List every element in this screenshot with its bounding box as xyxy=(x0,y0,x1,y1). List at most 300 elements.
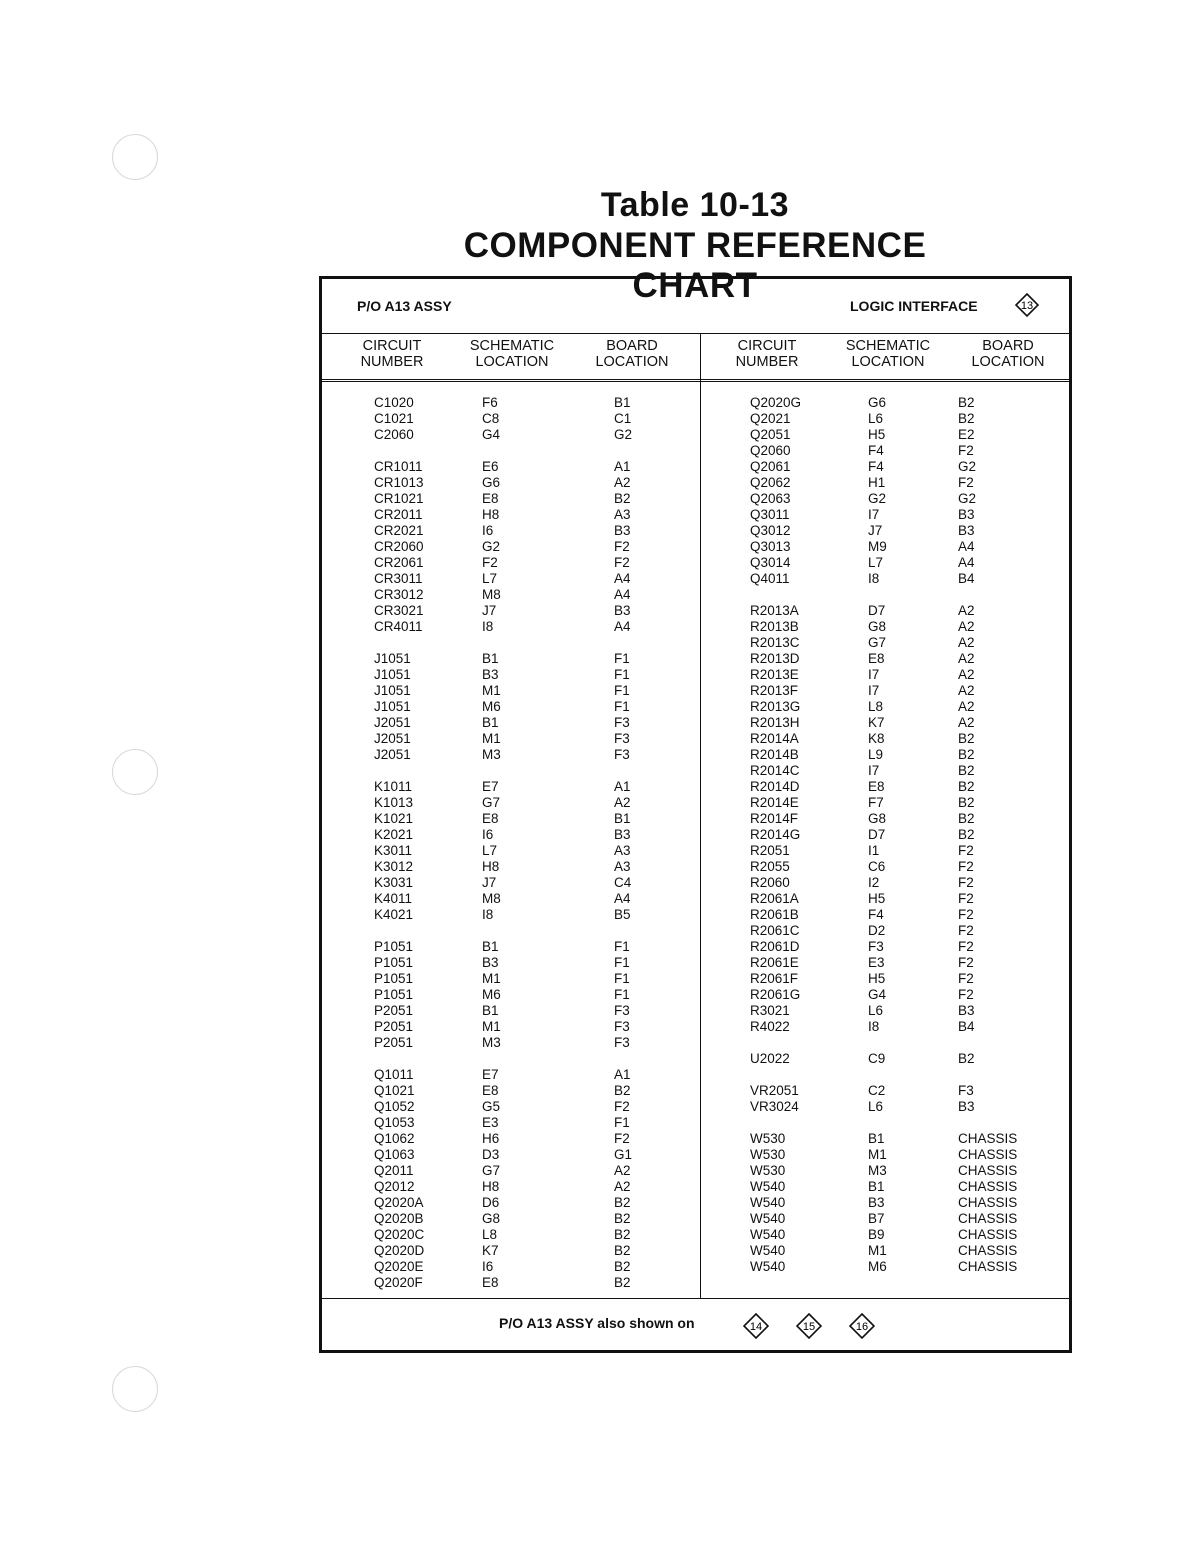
circuit-number: Q2063 xyxy=(750,491,791,506)
svg-text:16: 16 xyxy=(855,1321,869,1333)
schematic-location: E8 xyxy=(482,491,499,506)
board-location: B3 xyxy=(614,603,631,618)
table-row xyxy=(322,1163,1069,1179)
table-row xyxy=(322,1051,1069,1067)
schematic-location: M3 xyxy=(868,1163,887,1178)
board-location: A2 xyxy=(614,475,631,490)
schematic-location: E8 xyxy=(482,1275,499,1290)
schematic-location: M3 xyxy=(482,1035,501,1050)
board-location: F3 xyxy=(614,1035,630,1050)
board-location: B3 xyxy=(614,523,631,538)
circuit-number: P2051 xyxy=(374,1035,414,1050)
circuit-number: J1051 xyxy=(374,699,411,714)
circuit-number: P2051 xyxy=(374,1003,414,1018)
circuit-number: CR2060 xyxy=(374,539,424,554)
board-location: CHASSIS xyxy=(958,1163,1018,1178)
table-row xyxy=(322,1227,1069,1243)
schematic-location: M1 xyxy=(482,683,501,698)
schematic-location: I7 xyxy=(868,683,880,698)
circuit-number: W530 xyxy=(750,1131,786,1146)
circuit-number: CR4011 xyxy=(374,619,423,634)
table-row xyxy=(322,795,1069,811)
circuit-number: Q2020F xyxy=(374,1275,423,1290)
schematic-location: G6 xyxy=(868,395,887,410)
table-row xyxy=(322,587,1069,603)
board-location: B2 xyxy=(958,795,975,810)
circuit-number: W540 xyxy=(750,1211,786,1226)
schematic-location: D7 xyxy=(868,603,886,618)
circuit-number: Q2020D xyxy=(374,1243,425,1258)
board-location: C1 xyxy=(614,411,632,426)
table-row xyxy=(322,1259,1069,1275)
schematic-location: D3 xyxy=(482,1147,500,1162)
page-title: COMPONENT REFERENCE CHART xyxy=(463,226,927,305)
board-location: B2 xyxy=(614,1227,631,1242)
circuit-number: R2061B xyxy=(750,907,799,922)
circuit-number: Q2062 xyxy=(750,475,791,490)
board-location: B4 xyxy=(958,1019,975,1034)
board-location: C4 xyxy=(614,875,632,890)
board-location: F2 xyxy=(614,1099,630,1114)
schematic-location: I1 xyxy=(868,843,880,858)
board-location: G1 xyxy=(614,1147,633,1162)
table-row xyxy=(322,1179,1069,1195)
board-location: F1 xyxy=(614,1115,630,1130)
table-row xyxy=(322,411,1069,427)
schematic-location: F4 xyxy=(868,443,884,458)
binder-hole-top xyxy=(112,134,158,180)
table-row xyxy=(322,971,1069,987)
schematic-location: G7 xyxy=(482,795,501,810)
table-row xyxy=(322,811,1069,827)
circuit-number: Q2020G xyxy=(750,395,802,410)
circuit-number: C1020 xyxy=(374,395,414,410)
board-location: F2 xyxy=(614,1131,630,1146)
circuit-number: Q3014 xyxy=(750,555,791,570)
board-location: CHASSIS xyxy=(958,1195,1018,1210)
schematic-location: F4 xyxy=(868,907,884,922)
board-location: A2 xyxy=(614,1163,631,1178)
table-row xyxy=(322,683,1069,699)
section-label: LOGIC INTERFACE xyxy=(850,298,978,314)
schematic-location: K8 xyxy=(868,731,885,746)
schematic-location: F3 xyxy=(868,939,884,954)
circuit-number: Q1011 xyxy=(374,1067,414,1082)
board-location: CHASSIS xyxy=(958,1147,1018,1162)
board-location: CHASSIS xyxy=(958,1211,1018,1226)
circuit-number: CR1021 xyxy=(374,491,424,506)
schematic-location: E8 xyxy=(868,651,885,666)
board-location: B2 xyxy=(614,1195,631,1210)
circuit-number: R2060 xyxy=(750,875,790,890)
schematic-location: E3 xyxy=(482,1115,499,1130)
table-row xyxy=(322,427,1069,443)
board-location: B2 xyxy=(958,811,975,826)
section-diamond-icon xyxy=(1015,293,1039,317)
circuit-number: P1051 xyxy=(374,987,414,1002)
table-row xyxy=(322,1195,1069,1211)
circuit-number: R2014A xyxy=(750,731,799,746)
circuit-number: K1013 xyxy=(374,795,414,810)
circuit-number: R2013E xyxy=(750,667,799,682)
schematic-location: I7 xyxy=(868,507,880,522)
board-location: B3 xyxy=(958,1099,975,1114)
circuit-number: W540 xyxy=(750,1259,786,1274)
schematic-location: I8 xyxy=(868,571,880,586)
schematic-location: L7 xyxy=(482,571,498,586)
board-location: F1 xyxy=(614,683,630,698)
schematic-location: L6 xyxy=(868,1099,884,1114)
schematic-location: C8 xyxy=(482,411,500,426)
board-location: F2 xyxy=(958,859,974,874)
schematic-location: G4 xyxy=(868,987,887,1002)
schematic-location: H5 xyxy=(868,427,886,442)
schematic-location: B3 xyxy=(868,1195,885,1210)
circuit-number: W540 xyxy=(750,1227,786,1242)
table-row xyxy=(322,603,1069,619)
schematic-location: B3 xyxy=(482,955,499,970)
board-location: B2 xyxy=(614,491,631,506)
table-row xyxy=(322,635,1069,651)
board-location: B4 xyxy=(958,571,975,586)
ref-diamond-icon xyxy=(849,1313,873,1337)
schematic-location: G8 xyxy=(482,1211,501,1226)
header-right-circuit: CIRCUIT NUMBER xyxy=(735,338,799,370)
board-location: A1 xyxy=(614,1067,631,1082)
circuit-number: R2051 xyxy=(750,843,790,858)
table-row xyxy=(322,699,1069,715)
board-location: F2 xyxy=(958,875,974,890)
circuit-number: CR3012 xyxy=(374,587,424,602)
circuit-number: R2061G xyxy=(750,987,801,1002)
table-row xyxy=(322,763,1069,779)
circuit-number: W530 xyxy=(750,1163,786,1178)
circuit-number: R2055 xyxy=(750,859,790,874)
circuit-number: J1051 xyxy=(374,683,411,698)
board-location: B3 xyxy=(614,827,631,842)
table-number: Table 10-13 xyxy=(600,186,790,224)
board-location: B2 xyxy=(614,1259,631,1274)
schematic-location: H8 xyxy=(482,1179,500,1194)
board-location: B3 xyxy=(958,1003,975,1018)
board-location: A2 xyxy=(958,699,975,714)
circuit-number: J2051 xyxy=(374,715,411,730)
schematic-location: M3 xyxy=(482,747,501,762)
schematic-location: I7 xyxy=(868,763,880,778)
schematic-location: G4 xyxy=(482,427,501,442)
schematic-location: G8 xyxy=(868,811,887,826)
circuit-number: Q2061 xyxy=(750,459,791,474)
schematic-location: C9 xyxy=(868,1051,886,1066)
circuit-number: CR1011 xyxy=(374,459,423,474)
table-row xyxy=(322,987,1069,1003)
circuit-number: Q2060 xyxy=(750,443,791,458)
schematic-location: I7 xyxy=(868,667,880,682)
circuit-number: VR2051 xyxy=(750,1083,799,1098)
schematic-location: G8 xyxy=(868,619,887,634)
board-location: F1 xyxy=(614,971,630,986)
circuit-number: CR2061 xyxy=(374,555,424,570)
schematic-location: J7 xyxy=(482,875,497,890)
circuit-number: R2061F xyxy=(750,971,799,986)
circuit-number: R2013F xyxy=(750,683,799,698)
schematic-location: F4 xyxy=(868,459,884,474)
schematic-location: M6 xyxy=(868,1259,887,1274)
board-location: F1 xyxy=(614,987,630,1002)
board-location: A3 xyxy=(614,507,631,522)
schematic-location: J7 xyxy=(868,523,883,538)
table-row xyxy=(322,843,1069,859)
circuit-number: K3011 xyxy=(374,843,413,858)
circuit-number: Q3012 xyxy=(750,523,791,538)
schematic-location: H5 xyxy=(868,891,886,906)
board-location: F2 xyxy=(958,907,974,922)
table-row xyxy=(322,955,1069,971)
circuit-number: R2013B xyxy=(750,619,799,634)
table-row xyxy=(322,715,1069,731)
schematic-location: M8 xyxy=(482,891,501,906)
board-location: A2 xyxy=(958,619,975,634)
board-location: A2 xyxy=(958,715,975,730)
schematic-location: I2 xyxy=(868,875,880,890)
schematic-location: B7 xyxy=(868,1211,885,1226)
schematic-location: G2 xyxy=(482,539,501,554)
circuit-number: P2051 xyxy=(374,1019,414,1034)
schematic-location: E8 xyxy=(868,779,885,794)
circuit-number: K2021 xyxy=(374,827,414,842)
board-location: A1 xyxy=(614,459,631,474)
reference-chart xyxy=(319,276,1072,1353)
board-location: A4 xyxy=(614,571,631,586)
table-row xyxy=(322,1243,1069,1259)
board-location: A2 xyxy=(958,603,975,618)
schematic-location: G2 xyxy=(868,491,887,506)
table-row xyxy=(322,907,1069,923)
svg-text:15: 15 xyxy=(802,1321,816,1333)
board-location: A2 xyxy=(958,635,975,650)
table-row xyxy=(322,1019,1069,1035)
table-row xyxy=(322,923,1069,939)
schematic-location: L8 xyxy=(868,699,884,714)
schematic-location: G7 xyxy=(868,635,887,650)
table-row xyxy=(322,475,1069,491)
schematic-location: L6 xyxy=(868,1003,884,1018)
circuit-number: Q1052 xyxy=(374,1099,415,1114)
table-row xyxy=(322,619,1069,635)
board-location: B3 xyxy=(958,523,975,538)
table-row xyxy=(322,1067,1069,1083)
circuit-number: Q2020E xyxy=(374,1259,424,1274)
schematic-location: I6 xyxy=(482,827,494,842)
board-location: F2 xyxy=(958,843,974,858)
board-location: F2 xyxy=(614,555,630,570)
table-row xyxy=(322,443,1069,459)
header-right-schematic: SCHEMATIC LOCATION xyxy=(845,338,931,370)
schematic-location: F2 xyxy=(482,555,498,570)
schematic-location: G6 xyxy=(482,475,501,490)
table-row xyxy=(322,395,1069,411)
board-location: B2 xyxy=(614,1083,631,1098)
board-location: B2 xyxy=(958,779,975,794)
board-location: B2 xyxy=(958,747,975,762)
schematic-location: I8 xyxy=(482,619,494,634)
circuit-number: J1051 xyxy=(374,667,411,682)
circuit-number: C2060 xyxy=(374,427,414,442)
board-location: A4 xyxy=(958,539,975,554)
board-location: B2 xyxy=(614,1275,631,1290)
circuit-number: J2051 xyxy=(374,731,411,746)
table-row xyxy=(322,747,1069,763)
schematic-location: B1 xyxy=(868,1179,885,1194)
schematic-location: H5 xyxy=(868,971,886,986)
schematic-location: B1 xyxy=(482,939,499,954)
board-location: CHASSIS xyxy=(958,1259,1018,1274)
table-row xyxy=(322,731,1069,747)
header-left-circuit: CIRCUIT NUMBER xyxy=(360,338,424,370)
schematic-location: B9 xyxy=(868,1227,885,1242)
circuit-number: P1051 xyxy=(374,955,414,970)
board-location: F2 xyxy=(958,971,974,986)
binder-hole-middle xyxy=(112,749,158,795)
circuit-number: K4011 xyxy=(374,891,413,906)
circuit-number: R2014E xyxy=(750,795,799,810)
board-location: B2 xyxy=(614,1211,631,1226)
schematic-location: I8 xyxy=(482,907,494,922)
circuit-number: Q2020C xyxy=(374,1227,425,1242)
board-location: F2 xyxy=(958,955,974,970)
board-location: F2 xyxy=(958,443,974,458)
table-row xyxy=(322,555,1069,571)
table-row xyxy=(322,1115,1069,1131)
schematic-location: M1 xyxy=(482,1019,501,1034)
board-location: A4 xyxy=(614,619,631,634)
table-row xyxy=(322,459,1069,475)
schematic-location: C6 xyxy=(868,859,886,874)
board-location: F3 xyxy=(958,1083,974,1098)
schematic-location: L6 xyxy=(868,411,884,426)
schematic-location: E8 xyxy=(482,811,499,826)
header-left-board: BOARD LOCATION xyxy=(595,338,669,370)
circuit-number: R2014C xyxy=(750,763,800,778)
circuit-number: J1051 xyxy=(374,651,411,666)
schematic-location: I8 xyxy=(868,1019,880,1034)
circuit-number: W540 xyxy=(750,1179,786,1194)
schematic-location: H1 xyxy=(868,475,886,490)
header-left-schematic: SCHEMATIC LOCATION xyxy=(469,338,555,370)
board-location: B1 xyxy=(614,811,631,826)
schematic-location: B1 xyxy=(482,715,499,730)
schematic-location: M6 xyxy=(482,987,501,1002)
board-location: F1 xyxy=(614,939,630,954)
schematic-location: M1 xyxy=(868,1147,887,1162)
circuit-number: CR3011 xyxy=(374,571,423,586)
board-location: F1 xyxy=(614,955,630,970)
schematic-location: M8 xyxy=(482,587,501,602)
table-row xyxy=(322,667,1069,683)
schematic-location: B3 xyxy=(482,667,499,682)
table-row xyxy=(322,651,1069,667)
footer-divider xyxy=(322,1298,1069,1299)
circuit-number: Q1053 xyxy=(374,1115,415,1130)
board-location: F3 xyxy=(614,731,630,746)
schematic-location: M1 xyxy=(868,1243,887,1258)
schematic-location: B1 xyxy=(868,1131,885,1146)
table-row xyxy=(322,523,1069,539)
circuit-number: R2014B xyxy=(750,747,799,762)
board-location: B2 xyxy=(958,763,975,778)
board-location: B2 xyxy=(614,1243,631,1258)
table-row xyxy=(322,875,1069,891)
table-row xyxy=(322,1035,1069,1051)
schematic-location: E7 xyxy=(482,779,499,794)
board-location: CHASSIS xyxy=(958,1227,1018,1242)
board-location: F2 xyxy=(958,891,974,906)
circuit-number: CR1013 xyxy=(374,475,424,490)
circuit-number: Q1063 xyxy=(374,1147,415,1162)
circuit-number: R2061D xyxy=(750,939,800,954)
board-location: A3 xyxy=(614,843,631,858)
board-location: A4 xyxy=(614,587,631,602)
board-location: A3 xyxy=(614,859,631,874)
table-row xyxy=(322,1083,1069,1099)
footer xyxy=(322,1301,1069,1350)
board-location: B1 xyxy=(614,395,631,410)
schematic-location: E6 xyxy=(482,459,499,474)
schematic-location: L7 xyxy=(482,843,498,858)
circuit-number: R2061C xyxy=(750,923,800,938)
circuit-number: R2061A xyxy=(750,891,799,906)
table-row xyxy=(322,539,1069,555)
circuit-number: W540 xyxy=(750,1195,786,1210)
board-location: B2 xyxy=(958,731,975,746)
schematic-location: G7 xyxy=(482,1163,501,1178)
circuit-number: CR2011 xyxy=(374,507,423,522)
table-row xyxy=(322,1275,1069,1291)
circuit-number: R2014D xyxy=(750,779,800,794)
circuit-number: R2013D xyxy=(750,651,800,666)
board-location: CHASSIS xyxy=(958,1179,1018,1194)
circuit-number: Q2020A xyxy=(374,1195,424,1210)
schematic-location: H8 xyxy=(482,859,500,874)
circuit-number: P1051 xyxy=(374,971,414,986)
circuit-number: K4021 xyxy=(374,907,414,922)
column-header-divider-2 xyxy=(322,381,1069,382)
circuit-number: Q2051 xyxy=(750,427,791,442)
board-location: B2 xyxy=(958,1051,975,1066)
circuit-number: R3021 xyxy=(750,1003,790,1018)
board-location: A2 xyxy=(958,667,975,682)
schematic-location: D2 xyxy=(868,923,886,938)
table-row xyxy=(322,859,1069,875)
circuit-number: C1021 xyxy=(374,411,414,426)
schematic-location: E7 xyxy=(482,1067,499,1082)
board-location: B2 xyxy=(958,827,975,842)
board-location: F2 xyxy=(958,923,974,938)
assembly-label: P/O A13 ASSY xyxy=(357,298,452,314)
table-row xyxy=(322,939,1069,955)
table-row xyxy=(322,491,1069,507)
table-row xyxy=(322,891,1069,907)
board-location: A2 xyxy=(614,795,631,810)
schematic-location: M1 xyxy=(482,971,501,986)
board-location: F3 xyxy=(614,747,630,762)
table-row xyxy=(322,1211,1069,1227)
board-location: F2 xyxy=(958,475,974,490)
board-location: A2 xyxy=(614,1179,631,1194)
schematic-location: K7 xyxy=(482,1243,499,1258)
circuit-number: Q2011 xyxy=(374,1163,414,1178)
circuit-number: K1011 xyxy=(374,779,413,794)
